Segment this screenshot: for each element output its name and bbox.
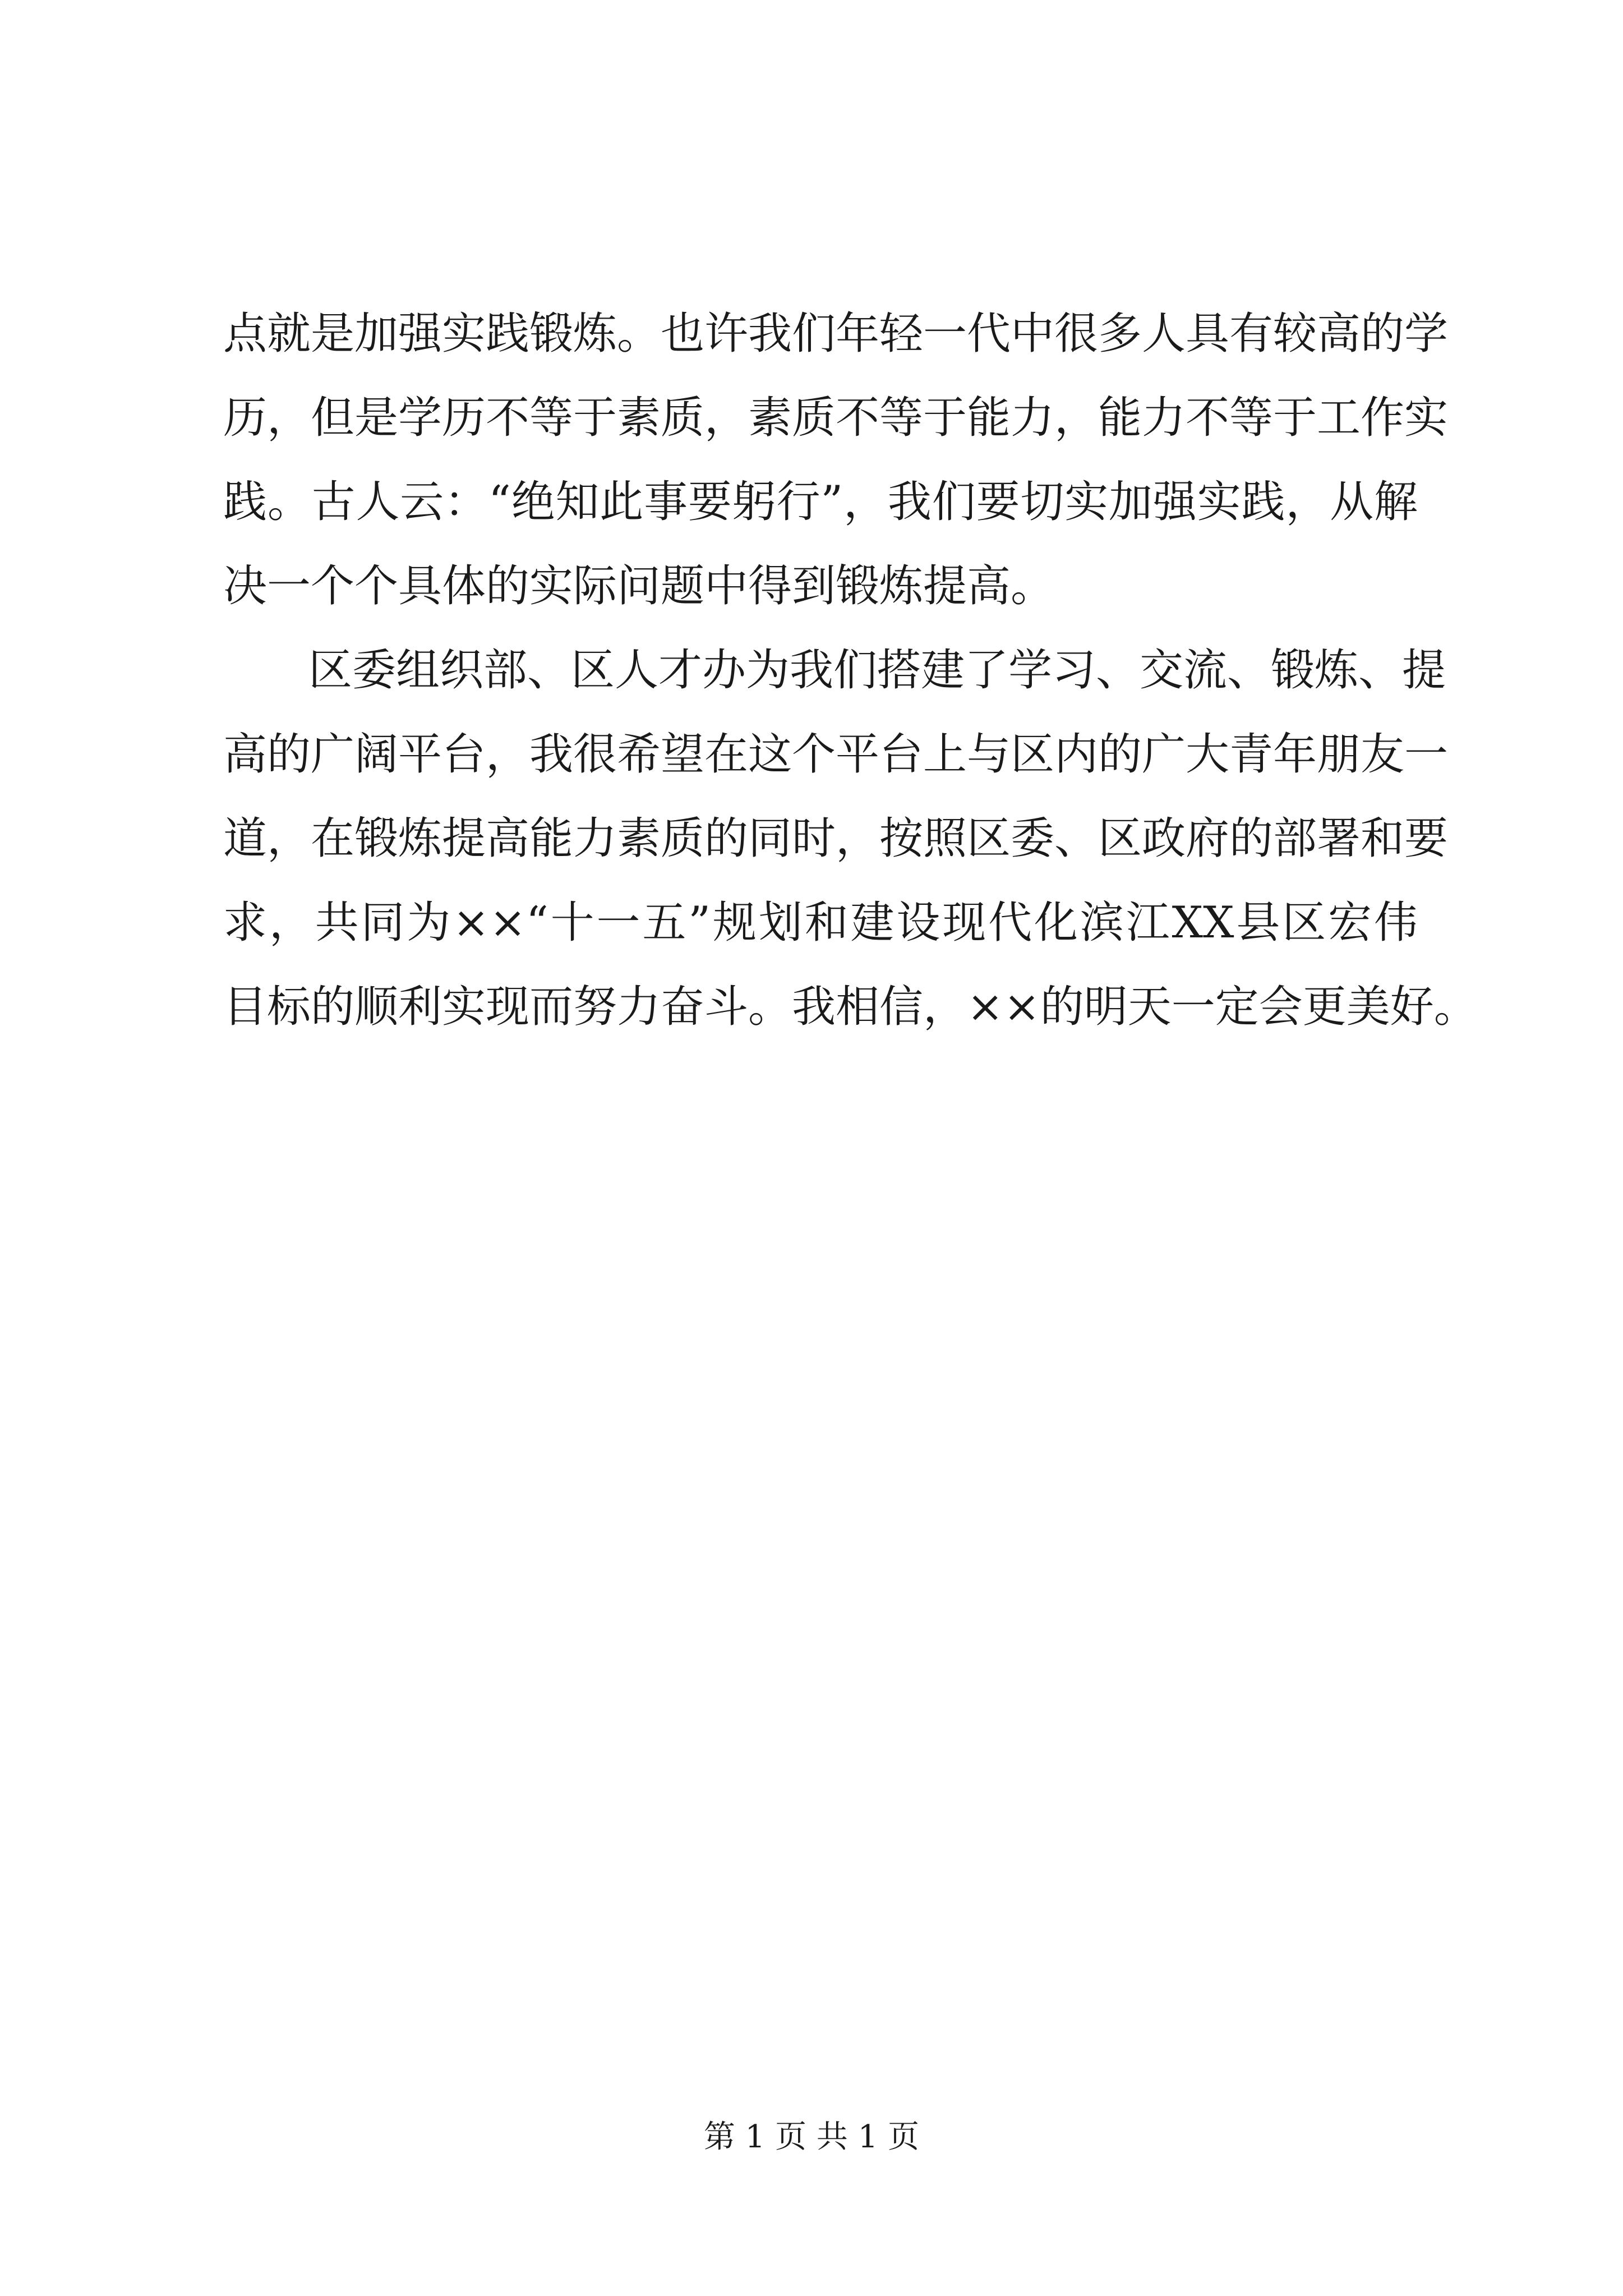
paragraph-line: 决一个个具体的实际问题中得到锻炼提高。 — [223, 561, 1055, 611]
paragraph-line: 高的广阔平台，我很希望在这个平台上与区内的广大青年朋友一 — [223, 729, 1449, 780]
paragraph-line: 道，在锻炼提高能力素质的同时，按照区委、区政府的部署和要 — [223, 813, 1449, 864]
paragraph-line: 求，共同为××“十一五”规划和建设现代化滨江XX县区宏伟 — [223, 898, 1418, 948]
paragraph-line: 历，但是学历不等于素质，素质不等于能力，能力不等于工作实 — [223, 393, 1449, 443]
paragraph-line: 目标的顺利实现而努力奋斗。我相信，××的明天一定会更美好。 — [223, 982, 1478, 1032]
paragraph-line: 践。古人云：“绝知此事要躬行”，我们要切实加强实践，从解 — [223, 477, 1418, 527]
page-number-footer: 第 1 页 共 1 页 — [703, 2119, 920, 2155]
paragraph-line: 点就是加强实践锻炼。也许我们年轻一代中很多人具有较高的学 — [223, 309, 1449, 359]
paragraph-line: 区委组织部、区人才办为我们搭建了学习、交流、锻炼、提 — [308, 645, 1446, 696]
